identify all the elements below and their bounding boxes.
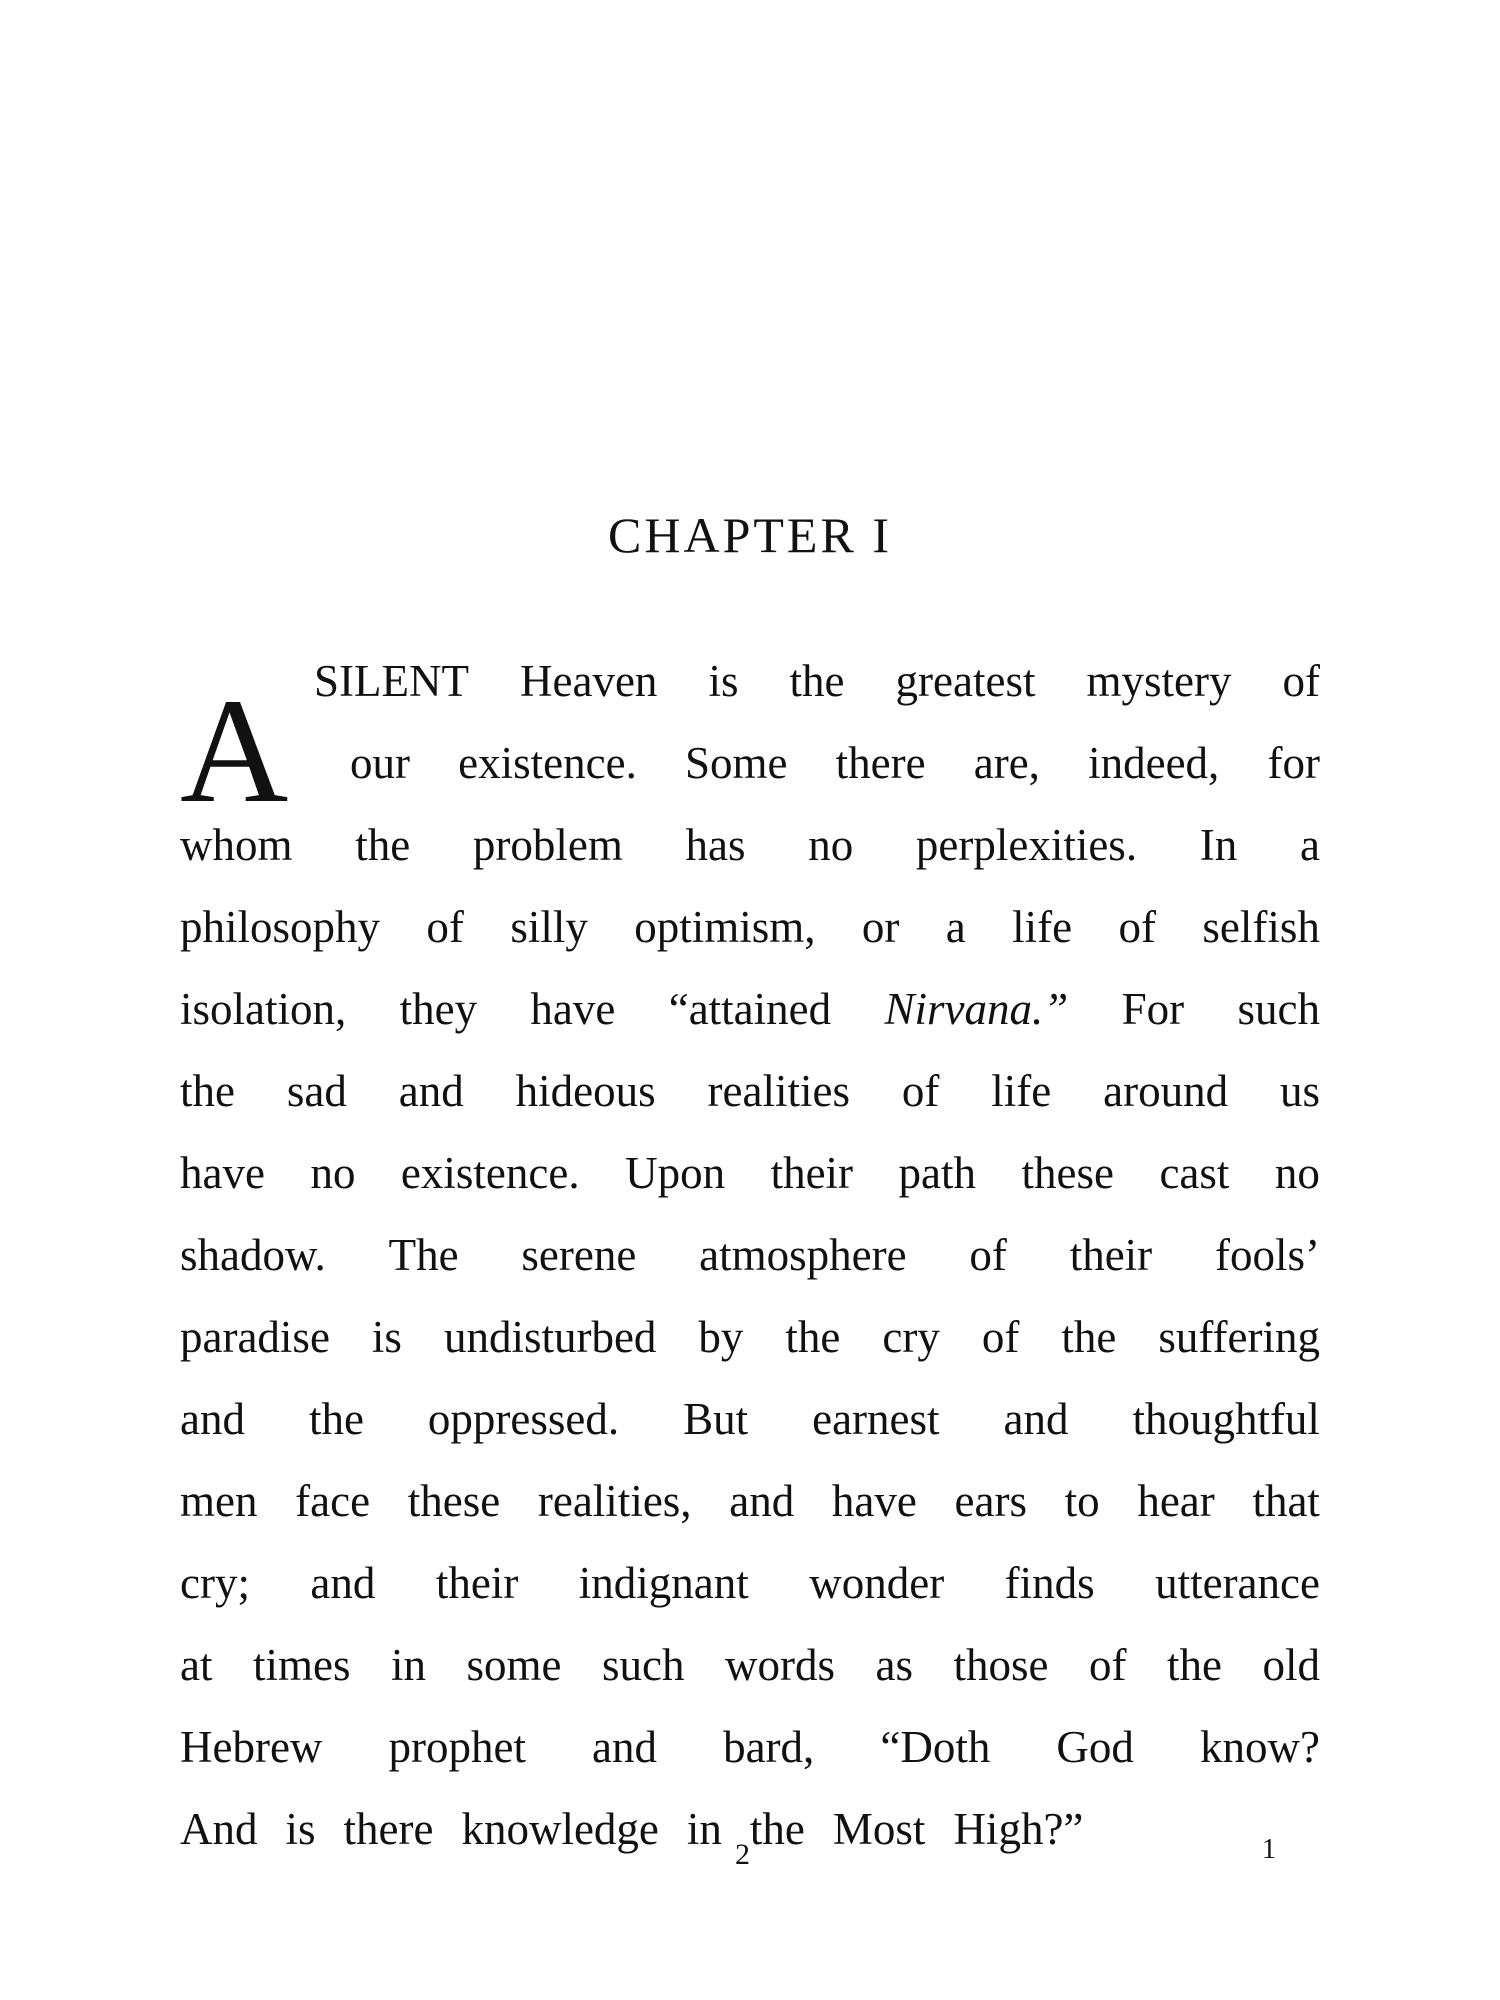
word: our [350, 738, 410, 788]
word: some [466, 1640, 562, 1690]
word: of [1089, 1640, 1127, 1690]
word: finds [1004, 1558, 1095, 1608]
word: earnest [812, 1394, 940, 1444]
word: hideous [515, 1066, 656, 1116]
word: mystery [1086, 656, 1232, 706]
word: selfish [1202, 902, 1320, 952]
word: perplexities. [915, 820, 1138, 870]
word: and [729, 1476, 795, 1526]
word: Most [832, 1804, 926, 1854]
word: existence. [400, 1148, 580, 1198]
word: prophet [388, 1722, 526, 1772]
text-line [180, 1296, 1320, 1378]
word: the [180, 1066, 235, 1116]
word: cast [1159, 1148, 1230, 1198]
word: the [789, 656, 845, 706]
word: Nirvana.” [884, 984, 1069, 1034]
chapter-body-text [180, 640, 1320, 1870]
word: their [435, 1558, 519, 1608]
text-line [180, 968, 1320, 1050]
word: knowledge [461, 1804, 659, 1854]
text-line [180, 1460, 1320, 1542]
word: optimism, [634, 902, 816, 952]
word: there [343, 1804, 434, 1854]
word: indeed, [1088, 738, 1220, 788]
word: SILENT [314, 656, 469, 706]
word: serene [521, 1230, 637, 1280]
word: the [749, 1804, 805, 1854]
word: such [1237, 984, 1320, 1034]
word: oppressed. [427, 1394, 620, 1444]
word: cry; [180, 1558, 250, 1608]
word: greatest [895, 656, 1036, 706]
word: ears [954, 1476, 1027, 1526]
word: their [1069, 1230, 1153, 1280]
word: for [1267, 738, 1320, 788]
text-line [180, 1706, 1320, 1788]
word: is [708, 656, 739, 706]
word: paradise [180, 1312, 330, 1362]
text-line [180, 1378, 1320, 1460]
word: the [1061, 1312, 1117, 1362]
word: have [831, 1476, 917, 1526]
word: undisturbed [443, 1312, 657, 1362]
word: The [388, 1230, 459, 1280]
word: by [698, 1312, 744, 1362]
word: God [1056, 1722, 1134, 1772]
word: around [1103, 1066, 1229, 1116]
word: the [785, 1312, 841, 1362]
word: no [1274, 1148, 1320, 1198]
word: Some [684, 738, 788, 788]
text-line [180, 804, 1320, 886]
word: have [180, 1148, 265, 1198]
word: such [602, 1640, 685, 1690]
word: and [180, 1394, 245, 1444]
text-line [180, 886, 1320, 968]
word: whom [180, 820, 293, 870]
word: have [530, 984, 616, 1034]
word: High?” [953, 1804, 1084, 1854]
word: there [835, 738, 926, 788]
word: existence. [458, 738, 637, 788]
word: words [725, 1640, 835, 1690]
word: old [1262, 1640, 1320, 1690]
word: And [180, 1804, 258, 1854]
word: of [1282, 656, 1320, 706]
word: are, [973, 738, 1040, 788]
word: Heaven [520, 656, 658, 706]
word: silly [510, 902, 588, 952]
text-line [180, 1214, 1320, 1296]
word: atmosphere [699, 1230, 907, 1280]
word: realities [707, 1066, 850, 1116]
word: is [371, 1312, 402, 1362]
word: to [1064, 1476, 1100, 1526]
text-line [314, 640, 1320, 722]
word: is [285, 1804, 316, 1854]
word: no [808, 820, 854, 870]
word: the [308, 1394, 364, 1444]
word: fools’ [1214, 1230, 1320, 1280]
word: these [1021, 1148, 1114, 1198]
word: us [1279, 1066, 1320, 1116]
word: isolation, [180, 984, 347, 1034]
page-number: 1 [1262, 1834, 1276, 1865]
word: no [310, 1148, 356, 1198]
chapter-heading: CHAPTER I [608, 507, 892, 563]
word: at [180, 1640, 213, 1690]
text-line [180, 1050, 1320, 1132]
word: of [901, 1066, 940, 1116]
text-line [180, 1788, 1320, 1870]
word: that [1252, 1476, 1320, 1526]
word: a [1299, 820, 1320, 870]
word: utterance [1155, 1558, 1320, 1608]
word: sad [286, 1066, 347, 1116]
word: and [1003, 1394, 1069, 1444]
word: “attained [668, 984, 832, 1034]
word: philosophy [180, 902, 381, 952]
word: of [426, 902, 464, 952]
word: problem [472, 820, 623, 870]
word: has [685, 820, 746, 870]
word: path [898, 1148, 976, 1198]
word: In [1199, 820, 1238, 870]
word: But [683, 1394, 749, 1444]
word: and [310, 1558, 376, 1608]
word: know? [1199, 1722, 1320, 1772]
word: a [945, 902, 966, 952]
word: of [1118, 902, 1157, 952]
word: thoughtful [1132, 1394, 1320, 1444]
word: and [398, 1066, 464, 1116]
word: in [686, 1804, 722, 1854]
text-line [180, 1624, 1320, 1706]
word: times [252, 1640, 351, 1690]
word: these [407, 1476, 501, 1526]
text-line [180, 1542, 1320, 1624]
word: of [981, 1312, 1020, 1362]
word: shadow. [180, 1230, 326, 1280]
word: realities, [537, 1476, 692, 1526]
word: and [592, 1722, 658, 1772]
word: life [991, 1066, 1052, 1116]
word: in [390, 1640, 426, 1690]
word: hear [1137, 1476, 1215, 1526]
word: those [953, 1640, 1049, 1690]
word: of [969, 1230, 1007, 1280]
word: the [1167, 1640, 1222, 1690]
word: cry [882, 1312, 940, 1362]
word: wonder [809, 1558, 945, 1608]
word: Upon [625, 1148, 726, 1198]
word: they [399, 984, 478, 1034]
printer-signature-mark: 2 [735, 1838, 750, 1871]
word: as [875, 1640, 913, 1690]
word: men [180, 1476, 258, 1526]
word: face [295, 1476, 371, 1526]
word: the [355, 820, 411, 870]
word: Hebrew [180, 1722, 323, 1772]
word: suffering [1158, 1312, 1320, 1362]
word: life [1012, 902, 1073, 952]
word: indignant [578, 1558, 749, 1608]
drop-cap: A [180, 668, 289, 834]
word: “Doth [880, 1722, 991, 1772]
word: or [861, 902, 900, 952]
word: bard, [723, 1722, 815, 1772]
text-line [180, 1132, 1320, 1214]
word: For [1121, 984, 1185, 1034]
word: their [770, 1148, 854, 1198]
text-line [350, 722, 1320, 804]
